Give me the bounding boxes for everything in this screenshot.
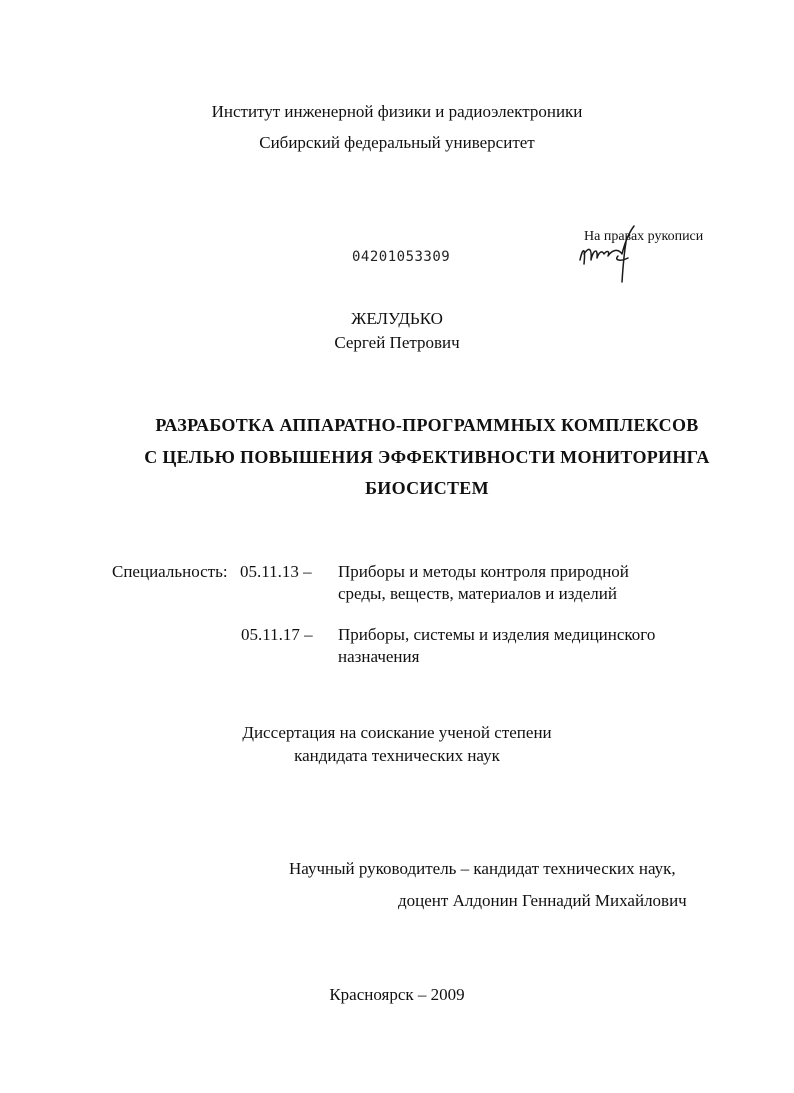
author-name: Сергей Петрович [334,333,460,352]
dissertation-degree: кандидата технических наук [294,746,500,765]
document-number: 04201053309 [352,249,451,265]
specialty-code: 05.11.17 – [241,625,313,644]
manuscript-note: На правах рукописи [584,229,704,244]
author-surname: ЖЕЛУДЬКО [351,309,443,328]
city-year: Красноярск – 2009 [329,985,465,1004]
institute-name: Институт инженерной физики и радиоэлектроники [211,102,583,121]
specialty-description: назначения [338,647,420,666]
specialty-label: Специальность: [112,562,228,581]
dissertation-statement: Диссертация на соискание ученой степени [242,723,552,742]
thesis-title-line-2: С ЦЕЛЬЮ ПОВЫШЕНИЯ ЭФФЕКТИВНОСТИ МОНИТОРИНГА [144,447,710,467]
specialty-description: Приборы, системы и изделия медицинского [338,625,656,644]
thesis-title-line-1: РАЗРАБОТКА АППАРАТНО-ПРОГРАММНЫХ КОМПЛЕКСОВ [155,415,699,435]
supervisor-title: Научный руководитель – кандидат технических наук, [289,859,676,878]
thesis-title-line-3: БИОСИСТЕМ [365,478,489,498]
supervisor-name: доцент Алдонин Геннадий Михайлович [398,891,687,910]
specialty-description: среды, веществ, материалов и изделий [338,584,617,603]
university-name: Сибирский федеральный университет [259,133,535,152]
signature-icon [574,220,644,286]
specialty-description: Приборы и методы контроля природной [338,562,629,581]
specialty-code: 05.11.13 – [240,562,312,581]
